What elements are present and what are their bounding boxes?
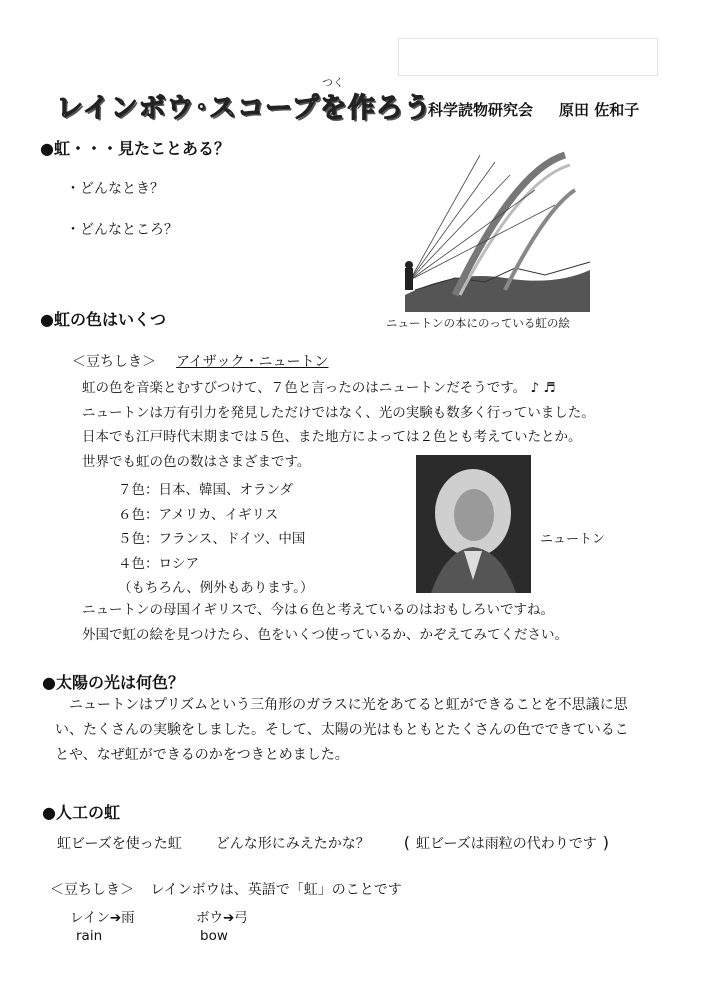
- bow-jp: ボウ➔弓: [196, 910, 248, 926]
- newton-portrait: [416, 455, 531, 593]
- org-name: 科学読物研究会: [428, 101, 534, 119]
- section-heading-rainbow-seen: ●虹・・・見たことある？: [40, 139, 230, 158]
- section-heading-artificial-rainbow: ●人工の虹: [42, 803, 120, 822]
- text-line: 虹の色を音楽とむすびつけて、７色と言ったのはニュートンだそうです。 ♪ ♬: [82, 380, 556, 396]
- text-line: 日本でも江戸時代末期までは５色、また地方によっては２色とも考えていたとか。: [82, 429, 582, 445]
- trivia-rainbow-word: [50, 879, 402, 899]
- author-name: 原田 佐和子: [559, 101, 640, 119]
- list-item: ７色：日本、韓国、オランダ: [118, 482, 293, 498]
- author-line: [428, 99, 665, 120]
- section-heading-how-many-colors: ●虹の色はいくつ: [40, 310, 166, 329]
- paren-close: ): [602, 833, 609, 852]
- note-shape-question: どんな形にみえたかな？: [215, 836, 370, 852]
- trivia-text: レインボウは、英語で「虹」のことです: [150, 882, 402, 898]
- name-field-box: [398, 38, 658, 76]
- bullet-when: ・どんなとき？: [66, 181, 164, 197]
- page-title: レインボウ･スコープを作ろう: [56, 93, 432, 124]
- rain-en: rain: [76, 928, 103, 944]
- trivia-subject: アイザック・ニュートン: [176, 354, 329, 370]
- list-item: ５色：フランス、ドイツ、中国: [118, 531, 306, 547]
- rain-jp: レイン➔雨: [70, 910, 135, 926]
- trivia-label: ＜豆ちしき＞: [50, 882, 134, 898]
- text-line: い、たくさんの実験をしました。そして、太陽の光はもともとたくさんの色でできているこ: [55, 722, 629, 738]
- text-line: とや、なぜ虹ができるのかをつきとめました。: [55, 747, 349, 763]
- section-heading-sunlight-color: ●太陽の光は何色？: [42, 673, 184, 692]
- paragraph-colors-2: [82, 598, 568, 647]
- bow-en: bow: [200, 928, 228, 944]
- note-raindrop: 虹ビーズは雨粒の代わりです: [416, 836, 597, 852]
- title-ruby: つく: [322, 76, 344, 89]
- paragraph-sunlight: [55, 693, 675, 768]
- text-line: ニュートンはプリズムという三角形のガラスに光をあてると虹ができることを不思議に思: [69, 697, 628, 713]
- portrait-label: ニュートン: [540, 532, 606, 547]
- bullet-where: ・どんなところ？: [66, 222, 178, 238]
- paren-open: (: [403, 833, 410, 852]
- text-line: ニュートンは万有引力を発見しただけではなく、光の実験も数多く行っていました。: [82, 404, 595, 421]
- text-line: 世界でも虹の色の数はさまざまです。: [82, 453, 311, 470]
- trivia-label: ＜豆ちしき＞: [72, 354, 156, 370]
- list-item: ４色：ロシア: [118, 555, 199, 572]
- note-beads: 虹ビーズを使った虹: [57, 836, 182, 852]
- newton-rainbow-illustration: [395, 150, 595, 312]
- list-item: ６色：アメリカ、イギリス: [118, 506, 279, 523]
- trivia-header: [72, 351, 328, 371]
- figure-caption: ニュートンの本にのっている虹の絵: [386, 316, 570, 330]
- artificial-rainbow-notes: [57, 833, 643, 853]
- country-color-list: [118, 478, 313, 601]
- text-line: ニュートンの母国イギリスで、今は６色と考えているのはおもしろいですね。: [82, 602, 554, 618]
- list-item: （もちろん、例外もあります。）: [118, 580, 314, 596]
- text-line: 外国で虹の絵を見つけたら、色をいくつ使っているか、かぞえてみてください。: [82, 626, 568, 643]
